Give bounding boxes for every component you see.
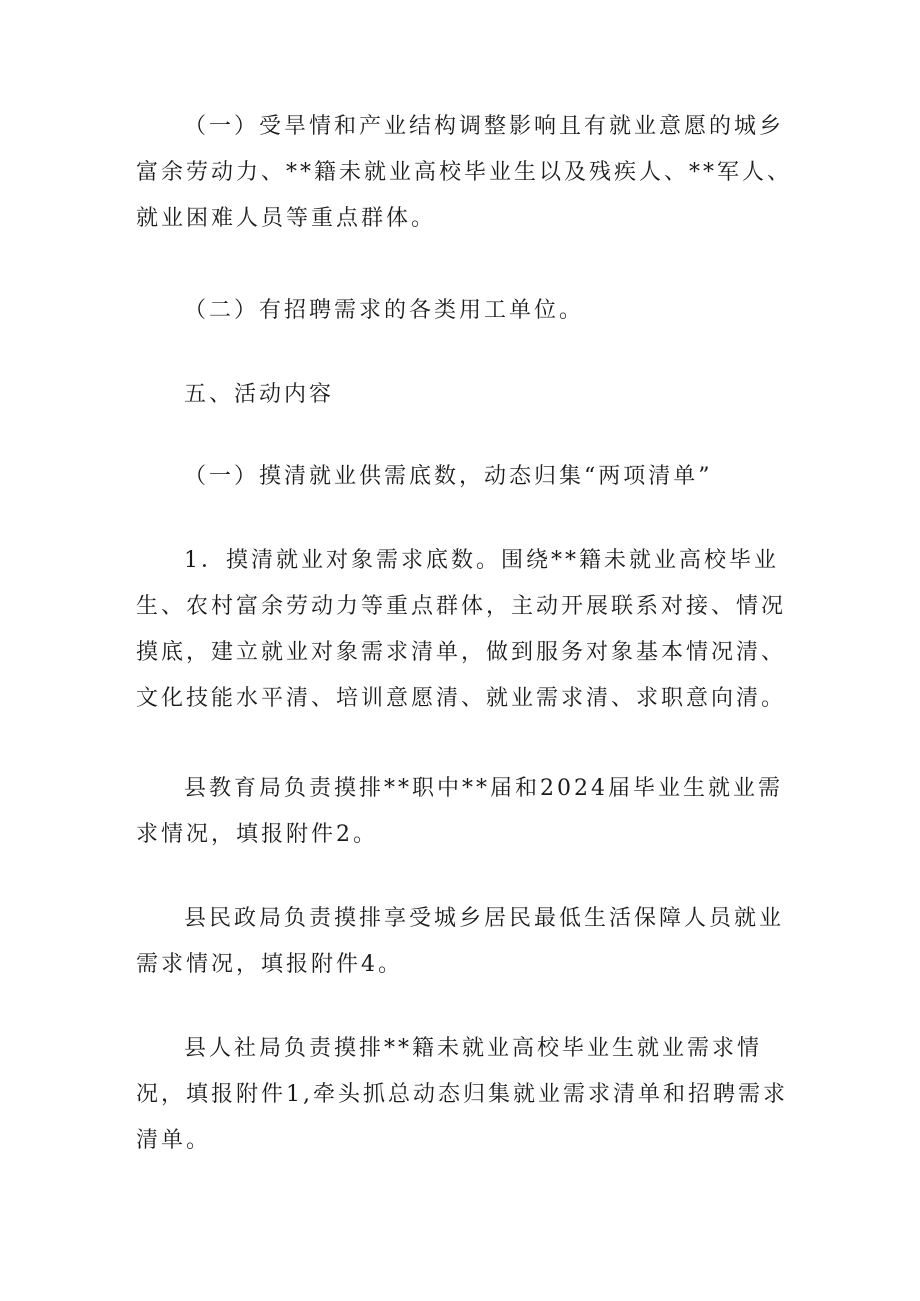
paragraph-demand-survey: 1．摸清就业对象需求底数。围绕**籍未就业高校毕业生、农村富余劳动力等重点群体，主动开展联系对接、情况摸底，建立就业对象需求清单，做到服务对象基本情况清、文化技能水平清、培训意愿清、就业需求清、求职意向清。 (136, 548, 787, 711)
subheading-supply-demand: （一）摸清就业供需底数，动态归集“两项清单” (184, 464, 713, 489)
paragraph-target-groups: （一）受旱情和产业结构调整影响且有就业意愿的城乡富余劳动力、**籍未就业高校毕业生以及残疾人、**军人、就业困难人员等重点群体。 (136, 114, 793, 231)
paragraph-hr-bureau: 县人社局负责摸排**籍未就业高校毕业生就业需求情况，填报附件1,牵头抓总动态归集就业需求清单和招聘需求清单。 (136, 1036, 788, 1153)
paragraph-civil-affairs-bureau: 县民政局负责摸排享受城乡居民最低生活保障人员就业需求情况，填报附件4。 (136, 906, 785, 977)
section-heading-activity-content: 五、活动内容 (184, 382, 335, 407)
paragraph-employers: （二）有招聘需求的各类用工单位。 (184, 298, 585, 323)
paragraph-education-bureau: 县教育局负责摸排**职中**届和2024届毕业生就业需求情况，填报附件2。 (136, 776, 783, 847)
